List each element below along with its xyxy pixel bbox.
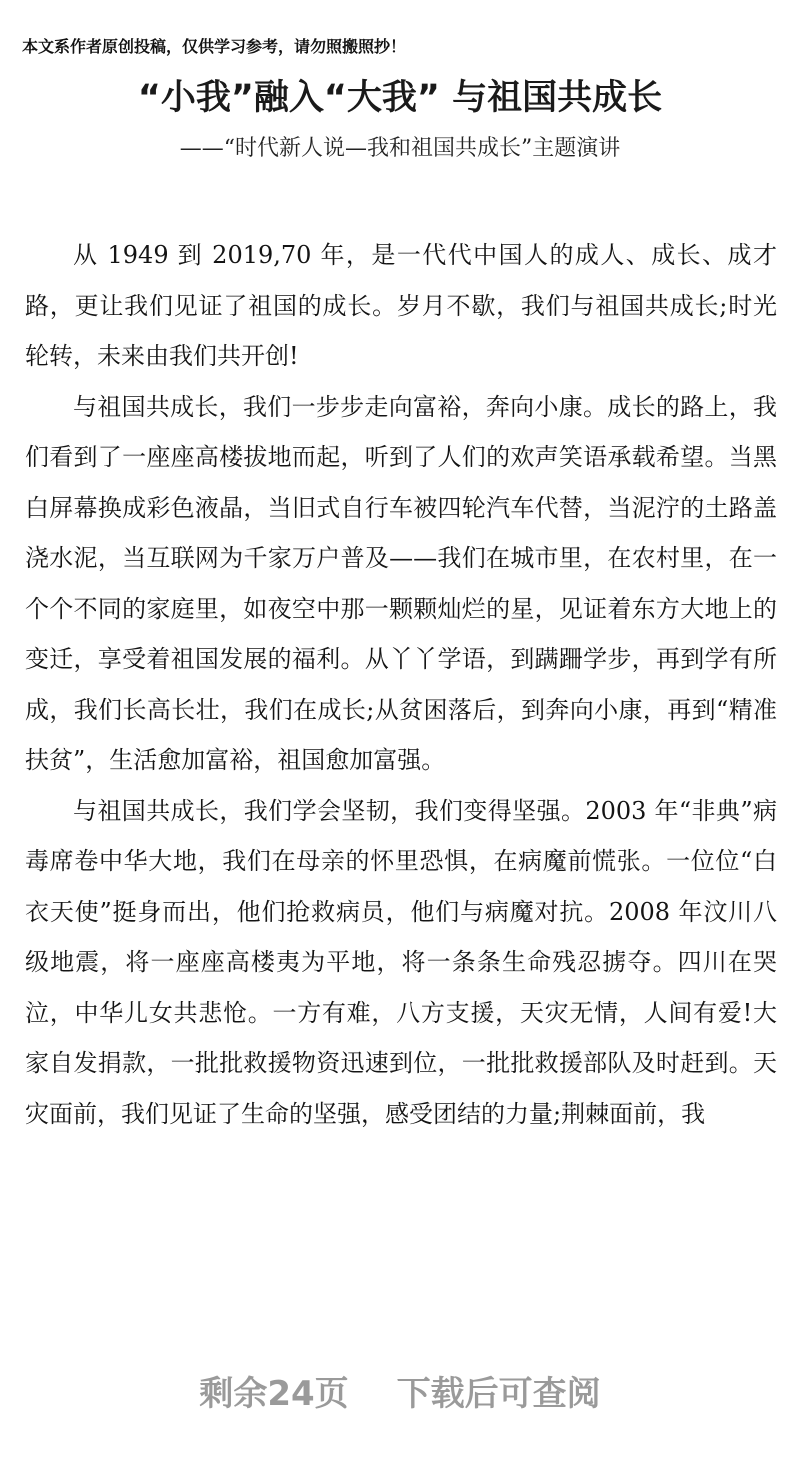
download-to-view-link[interactable]: 下载后可查阅: [396, 1374, 601, 1414]
copyright-notice: 本文系作者原创投稿，仅供学习参考，请勿照搬照抄！: [22, 37, 407, 56]
paragraph: 与祖国共成长，我们一步步走向富裕，奔向小康。成长的路上，我们看到了一座座高楼拔地而起，听到了人们的欢声笑语承载希望。当黑白屏幕换成彩色液晶，当旧式自行车被四轮汽车代替，当泥泞的土路盖浇水泥，当互联网为千家万户普及——我们在城市里，在农村里，在一个个不同的家庭里，如夜空中那一颗颗灿烂的星，见证着东方大地上的变迁，享受着祖国发展的福利。从丫丫学语，到蹒跚学步，再到学有所成，我们长高长壮，我们在成长;从贫困落后，到奔向小康，再到“精准扶贫”，生活愈加富裕，祖国愈加富强。: [25, 392, 777, 774]
remaining-pages-label[interactable]: 剩余24页: [199, 1374, 349, 1414]
speech-body: [25, 230, 777, 1139]
page-title: “小我”融入“大我” 与祖国共成长: [137, 78, 663, 118]
download-prompt[interactable]: [0, 1366, 800, 1415]
page-subtitle: ——“时代新人说—我和祖国共成长”主题演讲: [179, 136, 621, 161]
paragraph: 从 1949 到 2019,70 年，是一代代中国人的成人、成长、成才路，更让我们见证了祖国的成长。岁月不歇，我们与祖国共成长;时光轮转，未来由我们共开创!: [25, 241, 777, 370]
paragraph: 与祖国共成长，我们学会坚韧，我们变得坚强。2003 年“非典”病毒席卷中华大地，我们在母亲的怀里恐惧，在病魔前慌张。一位位“白衣天使”挺身而出，他们抢救病员，他们与病魔对抗。2008 年汶川八级地震，将一座座高楼夷为平地，将一条条生命残忍掳夺。四川在哭泣，中华儿女共悲怆。一方有难，八方支援，天灾无情，人间有爱!大家自发捐款，一批批救援物资迅速到位，一批批救援部队及时赶到。天灾面前，我们见证了生命的坚强，感受团结的力量;荆棘面前，我: [25, 796, 777, 1128]
